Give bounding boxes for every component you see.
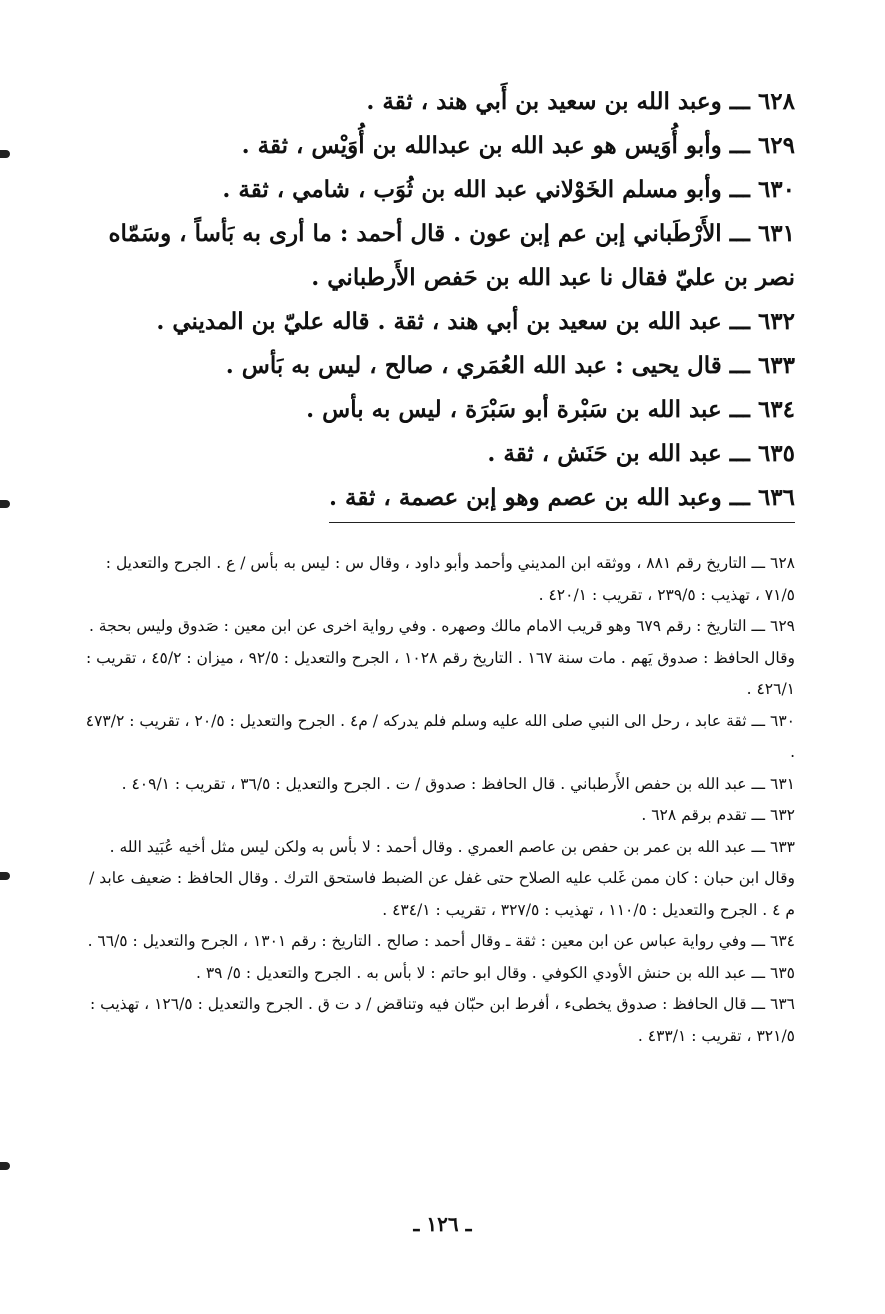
binding-mark [0,150,10,158]
entry-628: ٦٢٨ ـــ وعبد الله بن سعيد بن أَبي هند ، ثقة . [366,88,795,115]
footnote-633: ٦٣٣ ـــ عبد الله بن عمر بن حفص بن عاصم العمري . وقال أحمد : لا بأس به ولكن ليس مثل أخيه عُبَيد الله . وقال ابن حبان : كان ممن غَلب عليه الصلاح حتى غفل عن الضبط فاستحق الترك . وقال الحافظ : ضعيف عابد /م ٤ . الجرح والتعديل : ١١٠/٥ ، تهذيب : ٣٢٧/٥ ، تقريب : ٤٣٤/١ . [89,837,795,919]
entry-632: ٦٣٢ ـــ عبد الله بن سعيد بن أبي هند ، ثقة . قاله عليّ بن المديني . [156,308,795,335]
binding-mark [0,872,10,880]
entry-631: ٦٣١ ـــ الأَرْطَباني إبن عم إبن عون . قال أحمد : ما أرى به بَأساً ، وسَمّاه نصر بن عليّ فقال نا عبد الله بن حَفص الأَرطباني . [108,220,795,291]
entry-636: ٦٣٦ ـــ وعبد الله بن عصم وهو إبن عصمة ، ثقة . [329,476,795,523]
footnote-632: ٦٣٢ ـــ تقدم برقم ٦٢٨ . [641,806,795,824]
main-text [82,80,795,523]
footnote-634: ٦٣٤ ـــ وفي رواية عباس عن ابن معين : ثقة ـ وقال أحمد : صالح . التاريخ : رقم ١٣٠١ ، الجرح والتعديل : ٦٦/٥ . [87,932,795,950]
footnote-628: ٦٢٨ ـــ التاريخ رقم ٨٨١ ، ووثقه ابن المديني وأحمد وأبو داود ، وقال س : ليس به بأس / ع . الجرح والتعديل : ٧١/٥ ، تهذيب : ٢٣٩/٥ ، تقريب : ٤٢٠/١ . [105,554,795,604]
footnote-630: ٦٣٠ ـــ ثقة عابد ، رحل الى النبي صلى الله عليه وسلم فلم يدركه / م٤ . الجرح والتعديل : ٢٠/٥ ، تقريب : ٤٧٣/٢ . [85,711,795,761]
binding-mark [0,1162,10,1170]
entry-635: ٦٣٥ ـــ عبد الله بن حَنَش ، ثقة . [487,440,795,467]
entry-634: ٦٣٤ ـــ عبد الله بن سَبْرة أبو سَبْرَة ، ليس به بأس . [306,396,795,423]
binding-mark [0,500,10,508]
entry-630: ٦٣٠ ـــ وأبو مسلم الخَوْلاني عبد الله بن ثُوَب ، شامي ، ثقة . [222,176,795,203]
footnote-631: ٦٣١ ـــ عبد الله بن حفص الأَرطباني . قال الحافظ : صدوق / ت . الجرح والتعديل : ٣٦/٥ ، تقريب : ٤٠٩/١ . [121,774,795,793]
footnotes [82,548,795,1052]
footnote-636: ٦٣٦ ـــ قال الحافظ : صدوق يخطىء ، أفرط ابن حبّان فيه وتناقض / د ت ق . الجرح والتعديل : ١٢٦/٥ ، تهذيب : ٣٢١/٥ ، تقريب : ٤٣٣/١ . [89,995,795,1045]
footnote-629: ٦٢٩ ـــ التاريخ : رقم ٦٧٩ وهو قريب الامام مالك وصهره . وفي رواية اخرى عن ابن معين : صَدوق وليس بحجة . وقال الحافظ : صدوق يَهم . مات سنة ١٦٧ . التاريخ رقم ١٠٢٨ ، الجرح والتعديل : ٩٢/٥ ، ميزان : ٤٥/٢ ، تقريب : ٤٢٦/١ . [85,617,795,698]
entry-633: ٦٣٣ ـــ قال يحيى : عبد الله العُمَري ، صالح ، ليس به بَأس . [225,352,795,379]
page-number: ـ ١٢٦ ـ [413,1212,472,1236]
footnote-635: ٦٣٥ ـــ عبد الله بن حنش الأودي الكوفي . وقال ابو حاتم : لا بأس به . الجرح والتعديل : ٥/ ٣٩ . [195,963,795,982]
entry-629: ٦٢٩ ـــ وأبو أُوَيس هو عبد الله بن عبدالله بن أُوَيْس ، ثقة . [241,132,795,159]
